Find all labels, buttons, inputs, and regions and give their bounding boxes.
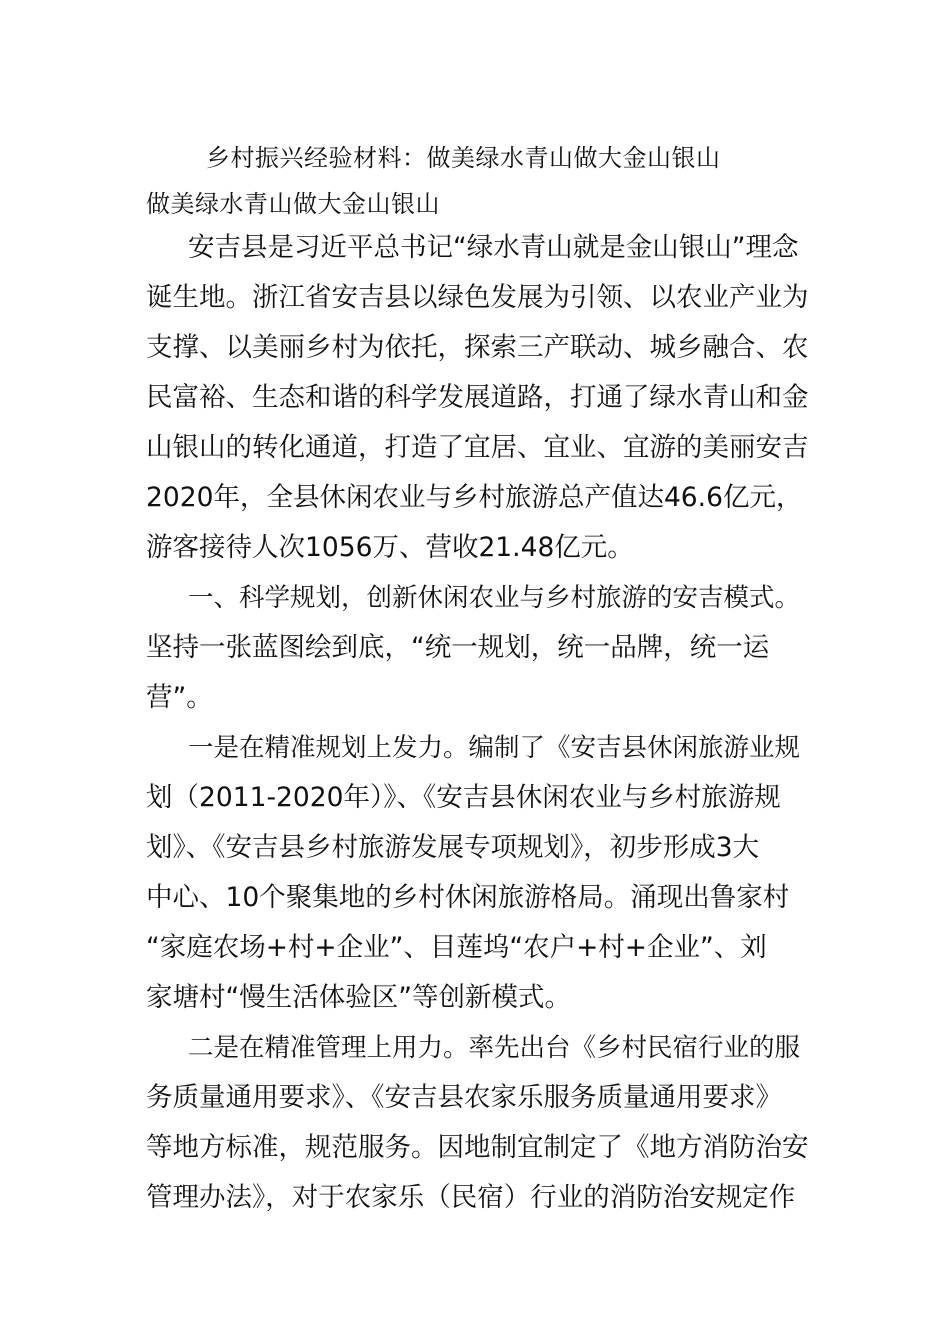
paragraph-line: 划》、《安吉县乡村旅游发展专项规划》，初步形成3大 [146, 832, 760, 863]
paragraph-line: 一是在精准规划上发力。编制了《安吉县休闲旅游业规 [188, 733, 801, 763]
paragraph-line: 支撑、以美丽乡村为依托，探索三产联动、城乡融合、农 [146, 332, 809, 363]
paragraph-line: 管理办法》，对于农家乐（民宿）行业的消防治安规定作 [146, 1182, 796, 1213]
paragraph-line: 营”。 [146, 682, 213, 713]
paragraph-line: 诞生地。浙江省安吉县以绿色发展为引领、以农业产业为 [146, 282, 809, 313]
paragraph-line: 中心、10个聚集地的乡村休闲旅游格局。涌现出鲁家村 [146, 882, 790, 913]
paragraph-line: 游客接待人次1056万、营收21.48亿元。 [146, 532, 634, 563]
paragraph-line: 2020年，全县休闲农业与乡村旅游总产值达46.6亿元， [146, 482, 803, 513]
paragraph-line: 划（2011-2020年）》、《安吉县休闲农业与乡村旅游规 [146, 782, 781, 813]
paragraph-line: “家庭农场+村+企业”、目莲坞“农户+村+企业”、刘 [146, 932, 767, 963]
paragraph-line: 民富裕、生态和谐的科学发展道路，打通了绿水青山和金 [146, 382, 809, 413]
paragraph-line: 务质量通用要求》、《安吉县农家乐服务质量通用要求》 [146, 1082, 782, 1113]
paragraph-line: 二是在精准管理上用力。率先出台《乡村民宿行业的服 [188, 1033, 801, 1063]
document-title: 乡村振兴经验材料：做美绿水青山做大金山银山 [206, 144, 721, 172]
document-subtitle: 做美绿水青山做大金山银山 [146, 190, 440, 218]
paragraph-line: 坚持一张蓝图绘到底，“统一规划，统一品牌，统一运 [146, 632, 770, 663]
paragraph-line: 安吉县是习近平总书记“绿水青山就是金山银山”理念 [188, 232, 799, 263]
paragraph-line: 山银山的转化通道，打造了宜居、宜业、宜游的美丽安吉 [146, 432, 809, 463]
section-heading: 一、科学规划，创新休闲农业与乡村旅游的安吉模式。 [188, 583, 801, 613]
paragraph-line: 家塘村“慢生活体验区”等创新模式。 [146, 982, 571, 1013]
paragraph-line: 等地方标准，规范服务。因地制宜制定了《地方消防治安 [146, 1132, 809, 1163]
